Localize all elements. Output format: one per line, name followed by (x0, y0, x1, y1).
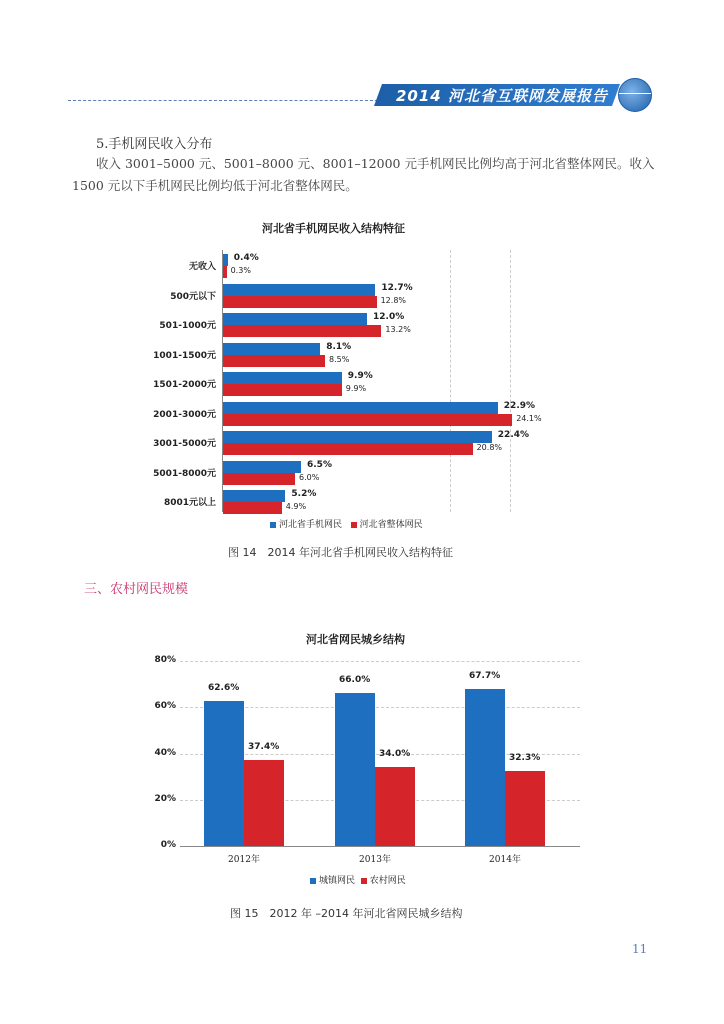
gridline (510, 250, 511, 512)
chart-legend (270, 517, 423, 530)
bar-all-users (223, 266, 227, 278)
legend-swatch-red (351, 522, 357, 528)
value-label: 0.4% (233, 253, 259, 263)
bar-mobile-users (223, 284, 375, 296)
chart-legend (310, 873, 406, 886)
value-label: 8.1% (326, 341, 352, 352)
value-label: 12.0% (373, 312, 405, 322)
legend-swatch-red (361, 878, 367, 884)
value-label: 67.7% (469, 671, 501, 682)
category-label: 8001元以上 (163, 498, 216, 508)
value-label: 62.6% (208, 683, 240, 694)
bar-mobile-users (223, 313, 367, 325)
section-heading: 5.手机网民收入分布 (96, 137, 213, 152)
bar-all-users (223, 502, 282, 514)
globe-icon (618, 78, 652, 112)
value-label: 4.9% (285, 502, 307, 511)
figure-caption: 图 14 2014 年河北省手机网民收入结构特征 (228, 546, 453, 559)
bar-all-users (223, 325, 381, 337)
value-label: 9.9% (345, 384, 367, 393)
value-label: 0.3% (230, 266, 251, 275)
category-label: 501-1000元 (159, 321, 216, 331)
value-label: 13.2% (385, 325, 411, 334)
bar-mobile-users (223, 254, 228, 266)
y-tick-label: 80% (154, 655, 176, 665)
gridline (180, 661, 580, 662)
value-label: 8.5% (329, 354, 350, 364)
category-label: 1001-1500元 (153, 350, 216, 361)
bar-rural-users (505, 771, 545, 846)
category-label: 500元以下 (170, 291, 216, 302)
category-label: 3001-5000元 (153, 439, 216, 449)
bar-mobile-users (223, 402, 498, 414)
value-label: 12.7% (381, 282, 413, 293)
x-tick-label: 2013年 (359, 855, 391, 865)
category-label: 2001-3000元 (153, 409, 216, 420)
value-label: 32.3% (509, 753, 541, 764)
legend-label: 河北省手机网民 (279, 520, 343, 530)
value-label: 9.9% (347, 371, 373, 381)
bar-all-users (223, 384, 342, 396)
chart-title: 河北省手机网民收入结构特征 (262, 222, 405, 235)
legend-swatch-blue (310, 878, 316, 884)
bar-urban-users (335, 693, 375, 846)
bar-rural-users (375, 767, 415, 846)
value-label: 6.5% (307, 459, 332, 470)
bar-mobile-users (223, 461, 301, 473)
value-label: 37.4% (248, 741, 280, 752)
bar-all-users (223, 473, 295, 485)
y-tick-label: 40% (154, 747, 176, 758)
gridline (450, 250, 451, 512)
bar-urban-users (204, 701, 244, 846)
value-label: 12.8% (380, 295, 407, 305)
bar-mobile-users (223, 431, 492, 443)
value-label: 24.1% (516, 413, 542, 423)
header-rule (68, 100, 378, 101)
value-label: 66.0% (339, 675, 371, 686)
x-tick-label: 2014年 (489, 855, 521, 865)
legend-label: 河北省整体网民 (359, 520, 423, 530)
legend-label: 农村网民 (369, 876, 406, 886)
bar-all-users (223, 355, 325, 367)
bar-rural-users (244, 760, 284, 846)
value-label: 20.8% (476, 443, 503, 452)
legend-swatch-blue (270, 522, 276, 528)
bar-all-users (223, 296, 377, 308)
value-label: 34.0% (379, 749, 411, 760)
category-label: 5001-8000元 (153, 468, 216, 479)
value-label: 6.0% (299, 472, 320, 482)
section3-heading: 三、农村网民规模 (84, 582, 189, 597)
x-tick-label: 2012年 (228, 855, 260, 865)
category-label: 1501-2000元 (153, 380, 216, 390)
header-title: 2014 河北省互联网发展报告 (396, 87, 608, 105)
y-tick-label: 20% (154, 793, 176, 804)
bar-mobile-users (223, 490, 285, 502)
value-label: 22.4% (497, 430, 530, 440)
section-paragraph: 收入 3001–5000 元、5001–8000 元、8001–12000 元手机网民比例均高于河北省整体网民。收入 1500 元以下手机网民比例均低于河北省整体网民。 (72, 156, 655, 193)
y-tick-label: 60% (154, 701, 176, 712)
page-number: 11 (632, 942, 648, 956)
value-label: 5.2% (291, 489, 317, 499)
y-tick-label: 0% (160, 840, 176, 850)
value-label: 22.9% (503, 400, 536, 411)
bar-mobile-users (223, 372, 342, 384)
legend-label: 城镇网民 (319, 876, 356, 886)
x-axis (180, 846, 580, 847)
bar-urban-users (465, 689, 505, 846)
category-label: 无收入 (188, 262, 216, 272)
bar-mobile-users (223, 343, 320, 355)
chart-title: 河北省网民城乡结构 (306, 633, 405, 646)
bar-all-users (223, 443, 473, 455)
bar-all-users (223, 414, 512, 426)
figure-caption: 图 15 2012 年 –2014 年河北省网民城乡结构 (230, 907, 463, 920)
